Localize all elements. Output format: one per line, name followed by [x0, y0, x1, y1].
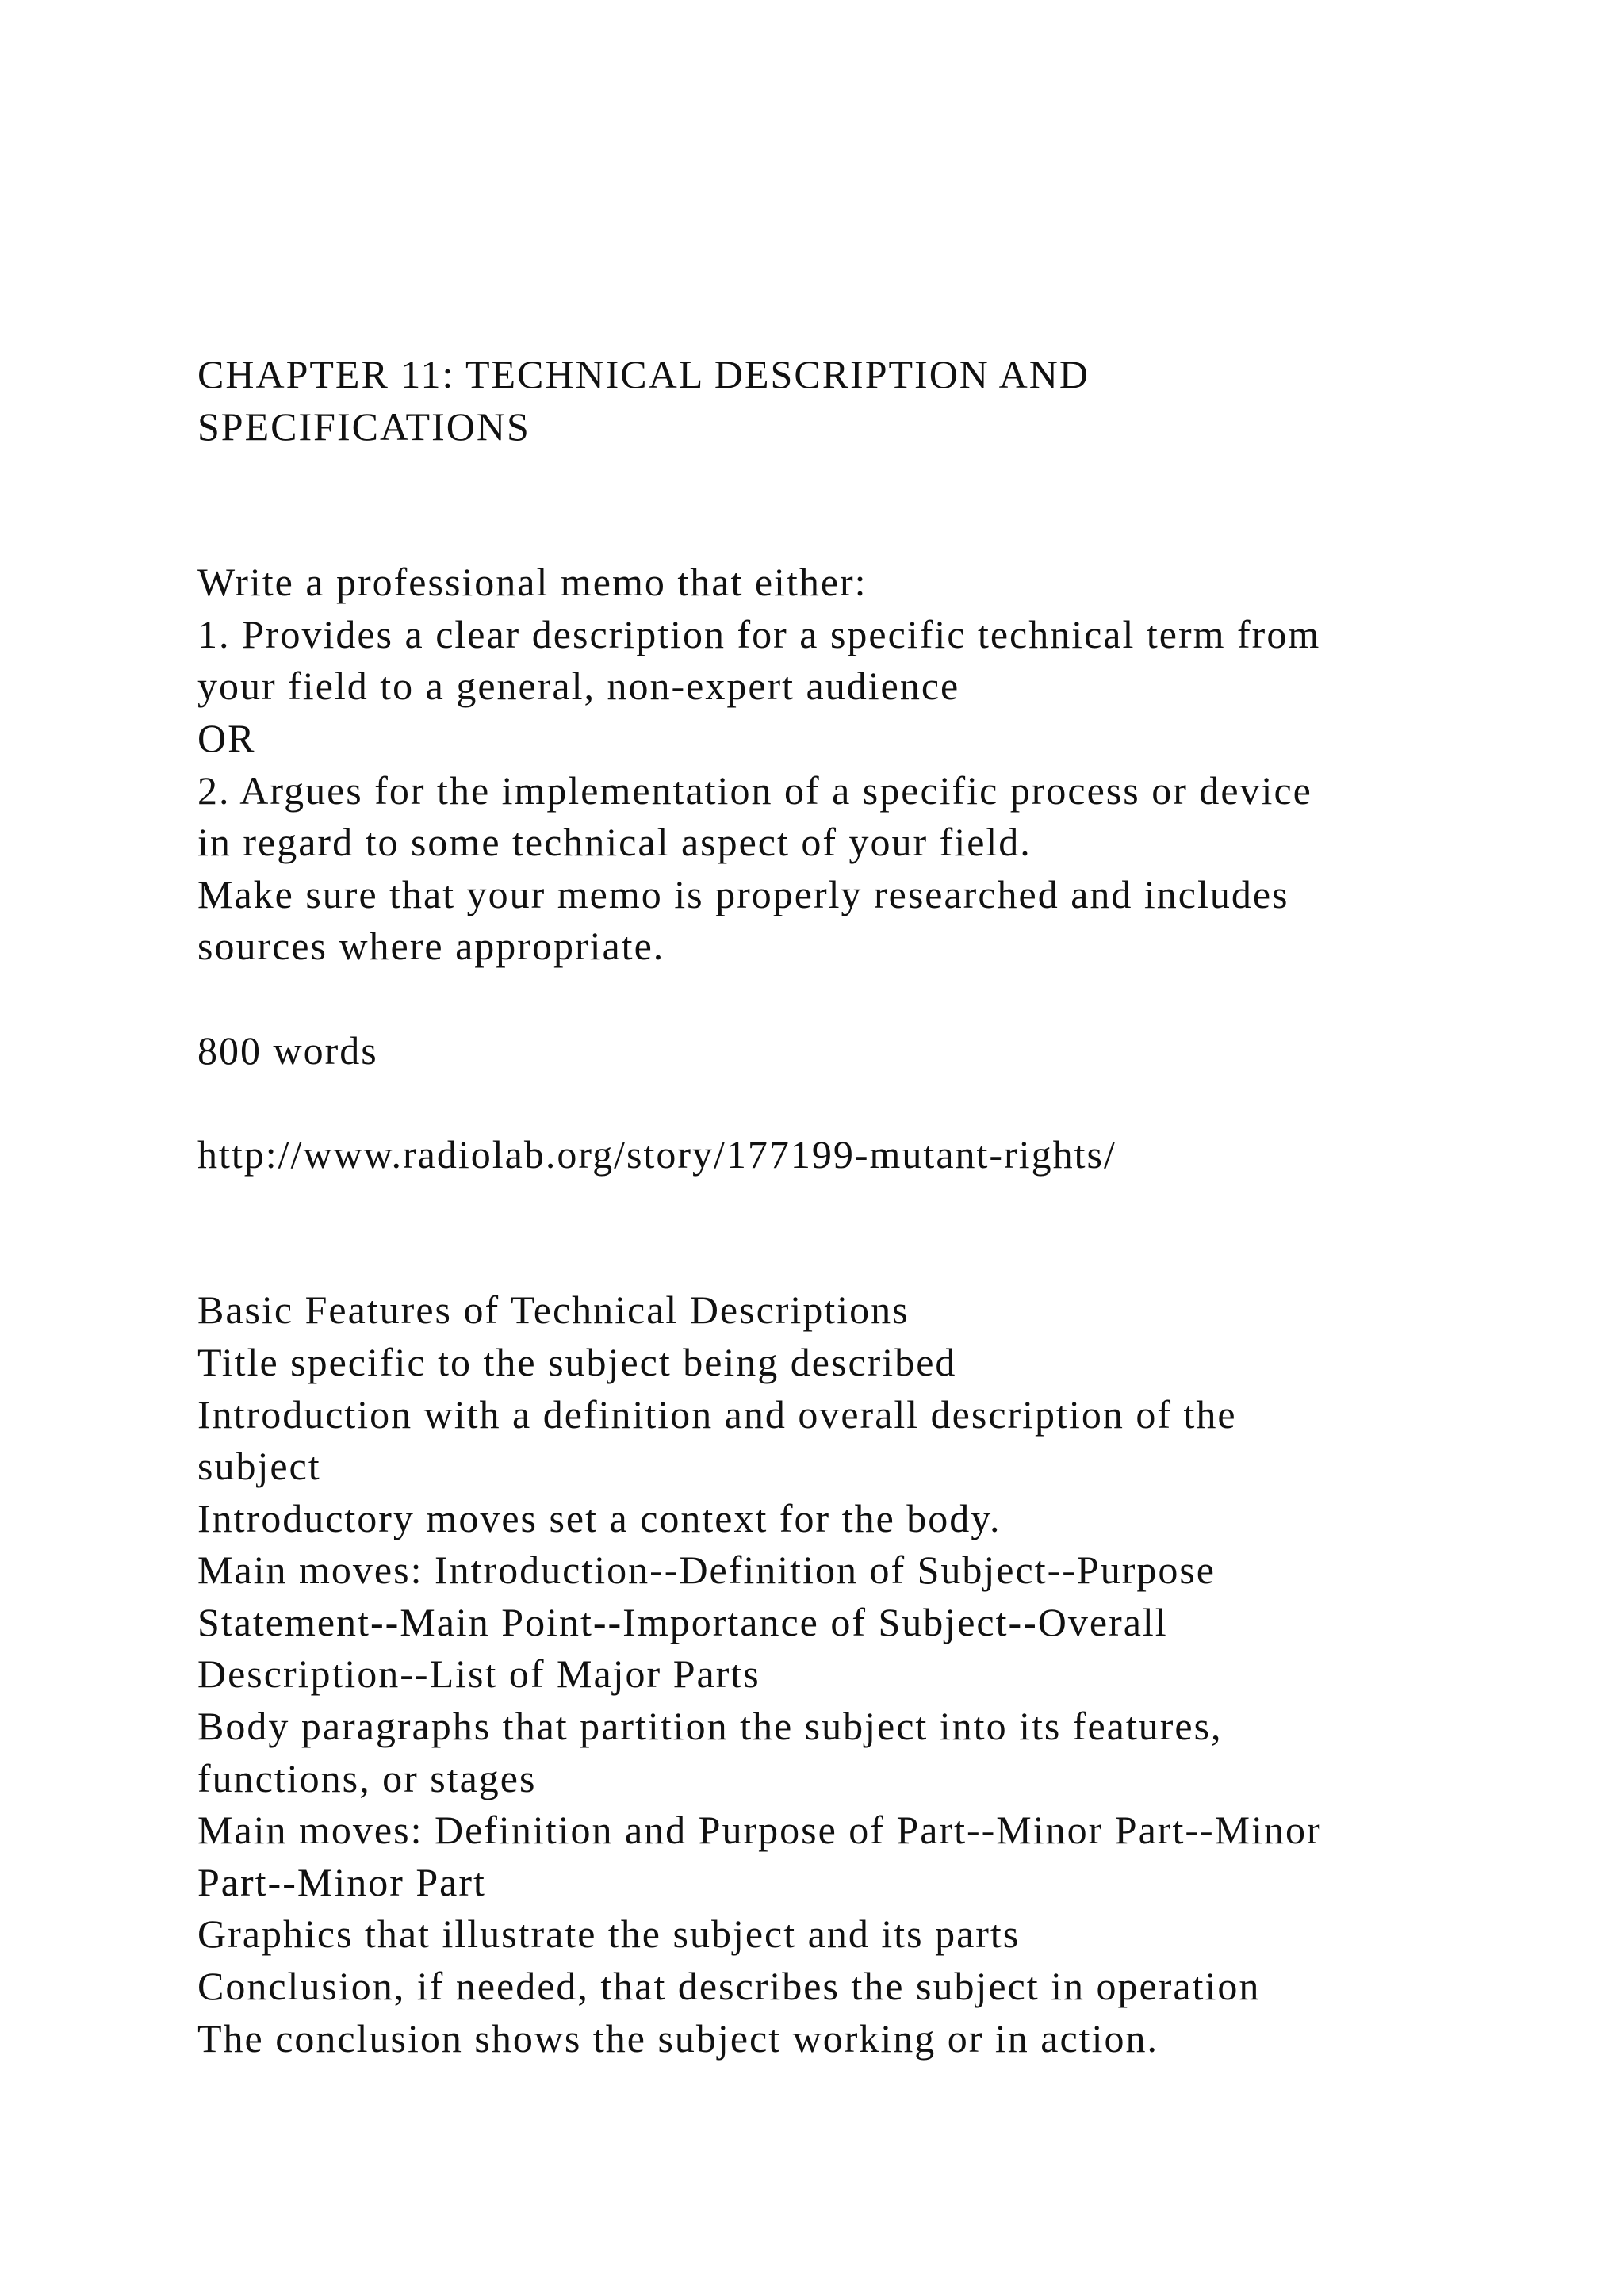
features-line: Title specific to the subject being described: [197, 1339, 957, 1384]
document-body: [197, 349, 1545, 2064]
assignment-instructions: [197, 557, 1545, 973]
instruction-line: Write a professional memo that either:: [197, 560, 868, 605]
features-line: functions, or stages: [197, 1755, 537, 1800]
instruction-line: 2. Argues for the implementation of a specific process or device: [197, 767, 1312, 813]
instruction-line: in regard to some technical aspect of your field.: [197, 820, 1032, 865]
spacer: [197, 1077, 1545, 1129]
word-count: 800 words: [197, 1027, 378, 1073]
features-line: The conclusion shows the subject working or in action.: [197, 2015, 1159, 2061]
features-line: Introduction with a definition and overall description of the: [197, 1391, 1237, 1437]
instruction-line: your field to a general, non-expert audience: [197, 664, 960, 709]
features-line: Statement--Main Point--Importance of Subject--Overall: [197, 1599, 1168, 1644]
features-line: Main moves: Definition and Purpose of Part--Minor Part--Minor: [197, 1808, 1322, 1853]
features-line: Main moves: Introduction--Definition of Subject--Purpose: [197, 1548, 1216, 1593]
instruction-line: Make sure that your memo is properly researched and includes: [197, 871, 1289, 916]
features-line: Conclusion, if needed, that describes the subject in operation: [197, 1964, 1261, 2009]
reference-link[interactable]: http://www.radiolab.org/story/177199-mutant-rights/: [197, 1131, 1116, 1177]
chapter-title: [197, 349, 1545, 453]
instruction-line: 1. Provides a clear description for a specific technical term from: [197, 611, 1321, 656]
features-line: subject: [197, 1444, 321, 1489]
chapter-title-line: CHAPTER 11: TECHNICAL DESCRIPTION AND: [197, 352, 1090, 396]
chapter-title-line: SPECIFICATIONS: [197, 404, 530, 449]
spacer: [197, 453, 1545, 557]
instruction-line: sources where appropriate.: [197, 924, 665, 969]
features-line: Body paragraphs that partition the subject into its features,: [197, 1704, 1223, 1749]
features-line: Description--List of Major Parts: [197, 1651, 760, 1697]
instruction-line: OR: [197, 715, 256, 760]
features-line: Introductory moves set a context for the body.: [197, 1495, 1002, 1540]
features-line: Graphics that illustrate the subject and its parts: [197, 1911, 1021, 1957]
spacer: [197, 973, 1545, 1025]
features-list: [197, 1284, 1545, 2064]
features-line: Part--Minor Part: [197, 1859, 486, 1904]
spacer: [197, 1181, 1545, 1284]
features-line: Basic Features of Technical Descriptions: [197, 1288, 910, 1333]
